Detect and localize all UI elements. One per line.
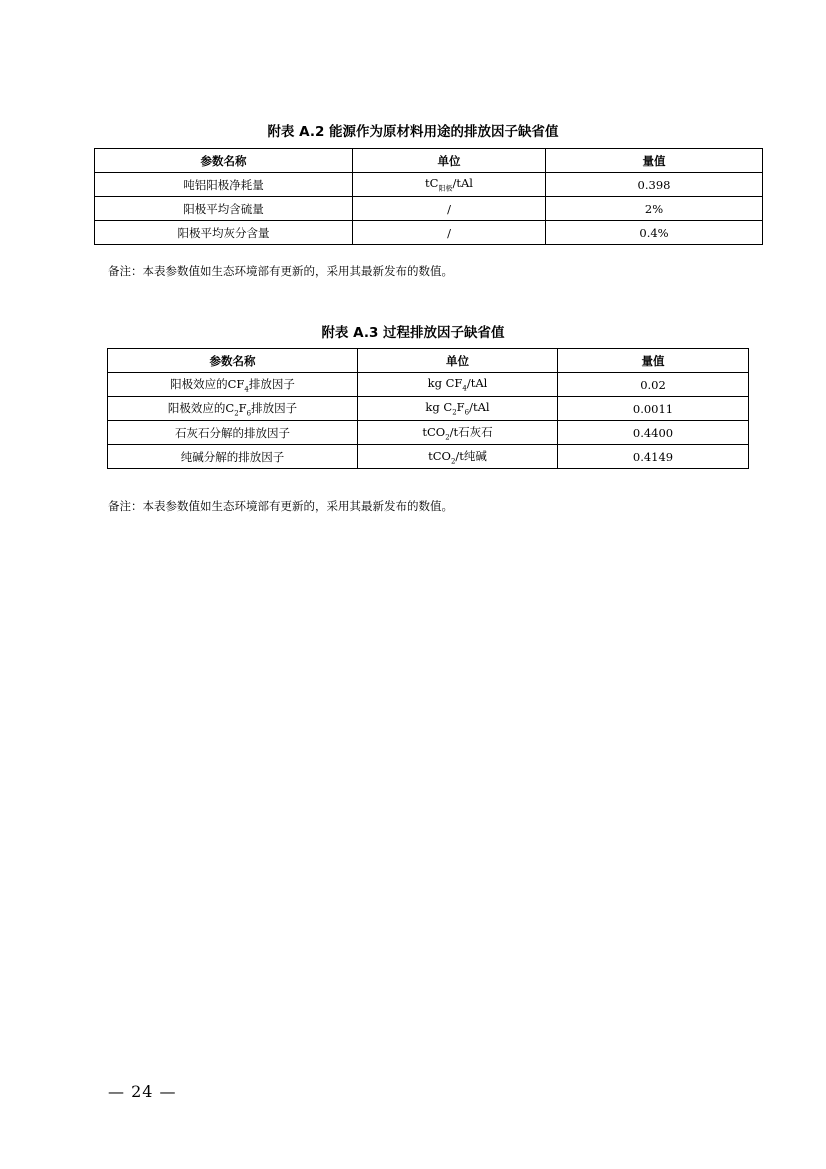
table-row [95, 173, 763, 197]
param-value: 2% [546, 197, 763, 221]
param-value: 0.02 [558, 373, 749, 397]
param-name: 阳极效应的$CF_4$排放因子 [108, 373, 358, 397]
param-unit: $tC_{阳极}$/tAl [353, 173, 546, 197]
table-a3 [107, 348, 749, 469]
table-header-row [108, 349, 749, 373]
header-value: 量值 [558, 349, 749, 373]
table-row [95, 197, 763, 221]
table-row [108, 445, 749, 469]
param-value: 0.0011 [558, 397, 749, 421]
param-name: 纯碱分解的排放因子 [108, 445, 358, 469]
header-unit: 单位 [358, 349, 558, 373]
header-param-name: 参数名称 [108, 349, 358, 373]
table-a2 [94, 148, 763, 245]
table-row [108, 421, 749, 445]
table-a2-caption: 附表 A.2 能源作为原材料用途的排放因子缺省值 [267, 124, 559, 140]
param-name: 阳极平均含硫量 [95, 197, 353, 221]
param-unit: kg $C_2F_6$/tAl [358, 397, 558, 421]
header-unit: 单位 [353, 149, 546, 173]
table-a3-caption: 附表 A.3 过程排放因子缺省值 [321, 325, 505, 341]
param-name: 石灰石分解的排放因子 [108, 421, 358, 445]
param-name: 阳极平均灰分含量 [95, 221, 353, 245]
table-row [95, 221, 763, 245]
param-value: 0.4% [546, 221, 763, 245]
param-name: 吨铝阳极净耗量 [95, 173, 353, 197]
header-param-name: 参数名称 [95, 149, 353, 173]
param-value: 0.4149 [558, 445, 749, 469]
param-name: 阳极效应的$C_2F_6$排放因子 [108, 397, 358, 421]
header-value: 量值 [546, 149, 763, 173]
table-row [108, 373, 749, 397]
table-header-row [95, 149, 763, 173]
table-row [108, 397, 749, 421]
table-a3-note: 备注：本表参数值如生态环境部有更新的，采用其最新发布的数值。 [108, 499, 453, 513]
param-unit: tCO$_2$/t纯碱 [358, 445, 558, 469]
page-number: — 24 — [108, 1082, 177, 1101]
param-unit: kg $CF_4$/tAl [358, 373, 558, 397]
param-unit: / [353, 221, 546, 245]
param-value: 0.398 [546, 173, 763, 197]
param-unit: tCO$_2$/t石灰石 [358, 421, 558, 445]
table-a2-note: 备注：本表参数值如生态环境部有更新的，采用其最新发布的数值。 [108, 264, 453, 278]
param-value: 0.4400 [558, 421, 749, 445]
param-unit: / [353, 197, 546, 221]
